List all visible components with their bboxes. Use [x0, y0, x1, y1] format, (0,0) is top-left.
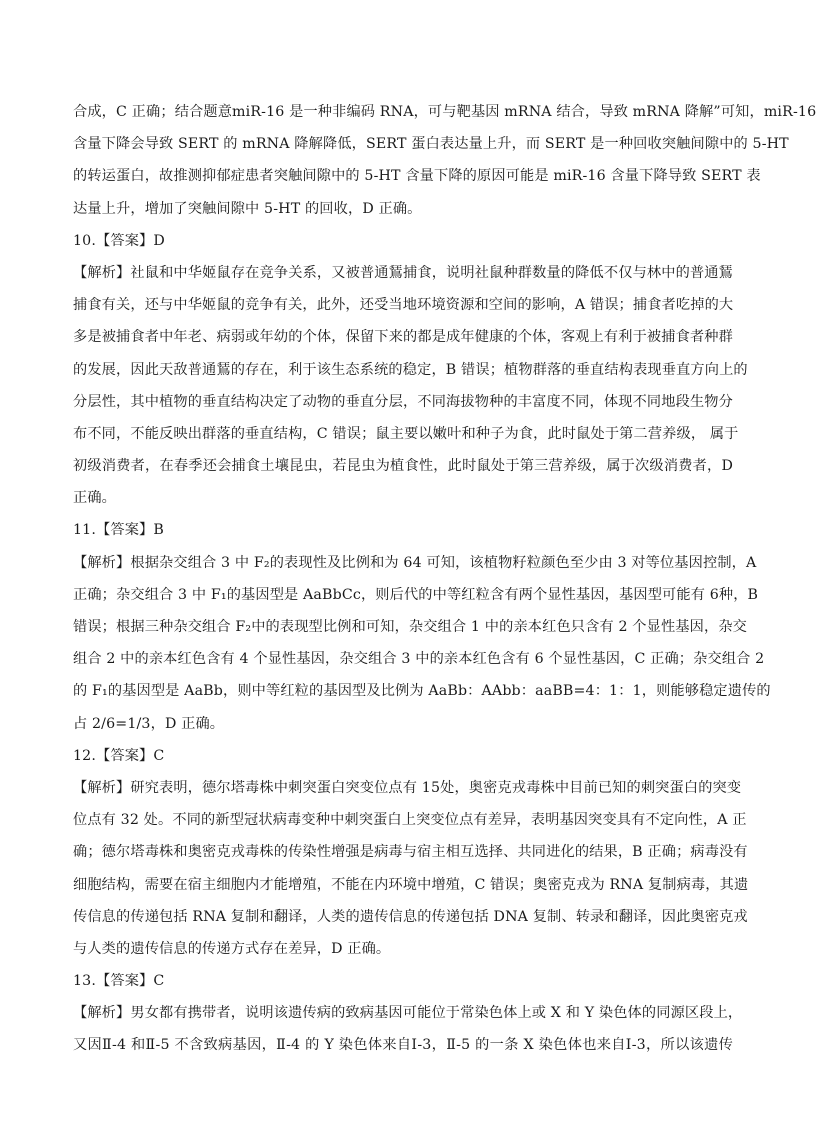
q11-block: [73, 514, 771, 739]
answer-heading: 11.【答案】B: [73, 522, 164, 539]
answer-explanations: [73, 96, 816, 1062]
text-line: 【解析】研究表明，德尔塔毒株中刺突蛋白突变位点有 15处，奥密克戎毒株中目前已知的刺突蛋白的突变: [73, 779, 742, 796]
text-line: 布不同，不能反映出群落的垂直结构，C 错误；鼠主要以嫩叶和种子为食，此时鼠处于第二营养级， 属于: [73, 425, 739, 442]
text-line: 含量下降会导致 SERT 的 mRNA 降解降低，SERT 蛋白表达量上升，而 SERT 是一种回收突触间隙中的 5-HT: [73, 136, 789, 153]
text-line: 分层性，其中植物的垂直结构决定了动物的垂直分层，不同海拔物种的丰富度不同，体现不同地段生物分: [73, 393, 733, 410]
text-line: 占 2/6=1/3，D 正确。: [73, 715, 225, 732]
text-line: 的发展，因此天敌普通鵟的存在，利于该生态系统的稳定，B 错误；植物群落的垂直结构表现垂直方向上的: [73, 361, 748, 378]
text-line: 的转运蛋白，故推测抑郁症患者突触间隙中的 5-HT 含量下降的原因可能是 miR-16 含量下降导致 SERT 表: [73, 168, 761, 185]
text-line: 捕食有关，还与中华姬鼠的竞争有关，此外，还受当地环境资源和空间的影响，A 错误；捕食者吃掉的大: [73, 297, 734, 314]
text-line: 传信息的传递包括 RNA 复制和翻译，人类的遗传信息的传递包括 DNA 复制、转录和翻译，因此奥密克戎: [73, 908, 748, 925]
text-line: 合成，C 正确；结合题意miR-16 是一种非编码 RNA，可与靶基因 mRNA 结合，导致 mRNA 降解”可知，miR-16: [73, 104, 816, 120]
text-line: 【解析】根据杂交组合 3 中 F₂的表现性及比例和为 64 可知，该植物籽粒颜色至少由 3 对等位基因控制，A: [73, 554, 757, 571]
text-line: 【解析】男女都有携带者，说明该遗传病的致病基因可能位于常染色体上或 X 和 Y 染色体的同源区段上，: [73, 1005, 743, 1022]
text-line: 正确。: [73, 490, 117, 507]
text-line: 【解析】社鼠和中华姬鼠存在竞争关系，又被普通鵟捕食，说明社鼠种群数量的降低不仅与林中的普通鵟: [73, 264, 733, 281]
q13-block: [73, 965, 743, 1062]
text-line: 组合 2 中的亲本红色含有 4 个显性基因，杂交组合 3 中的亲本红色含有 6 个显性基因，C 正确；杂交组合 2: [73, 651, 765, 668]
text-line: 达量上升，增加了突触间隙中 5-HT 的回收，D 正确。: [73, 200, 422, 217]
text-line: 的 F₁的基因型是 AaBb，则中等红粒的基因型及比例为 AaBb：AAbb：aaBB=4：1：1，则能够稳定遗传的: [73, 683, 771, 700]
text-line: 又因Ⅱ-4 和Ⅱ-5 不含致病基因，Ⅱ-4 的 Y 染色体来自Ⅰ-3，Ⅱ-5 的一条 X 染色体也来自Ⅰ-3，所以该遗传: [73, 1037, 733, 1054]
text-line: 确；德尔塔毒株和奥密克戎毒株的传染性增强是病毒与宿主相互选择、共同进化的结果，B 正确；病毒没有: [73, 844, 748, 861]
answer-heading: 13.【答案】C: [73, 973, 165, 990]
text-line: 与人类的遗传信息的传递方式存在差异，D 正确。: [73, 940, 391, 957]
text-line: 细胞结构，需要在宿主细胞内才能增殖，不能在内环境中增殖，C 错误；奥密克戎为 RNA 复制病毒，其遗: [73, 876, 749, 893]
text-line: 位点有 32 处。不同的新型冠状病毒变种中刺突蛋白上突变位点有差异，表明基因突变具有不定向性，A 正: [73, 812, 747, 829]
text-line: 初级消费者，在春季还会捕食土壤昆虫，若昆虫为植食性，此时鼠处于第三营养级，属于次级消费者，D: [73, 458, 733, 475]
q10-block: [73, 225, 748, 515]
text-line: 错误；根据三种杂交组合 F₂中的表现型比例和可知，杂交组合 1 中的亲本红色只含有 2 个显性基因，杂交: [73, 619, 747, 635]
answer-heading: 12.【答案】C: [73, 747, 165, 764]
text-line: 正确；杂交组合 3 中 F₁的基因型是 AaBbCc，则后代的中等红粒含有两个显性基因，基因型可能有 6种，B: [73, 586, 759, 603]
q9-explanation-tail: [73, 96, 816, 225]
q12-block: [73, 740, 749, 965]
text-line: 多是被捕食者中年老、病弱或年幼的个体，保留下来的都是成年健康的个体，客观上有利于被捕食者种群: [73, 329, 733, 346]
answer-heading: 10.【答案】D: [73, 232, 165, 249]
